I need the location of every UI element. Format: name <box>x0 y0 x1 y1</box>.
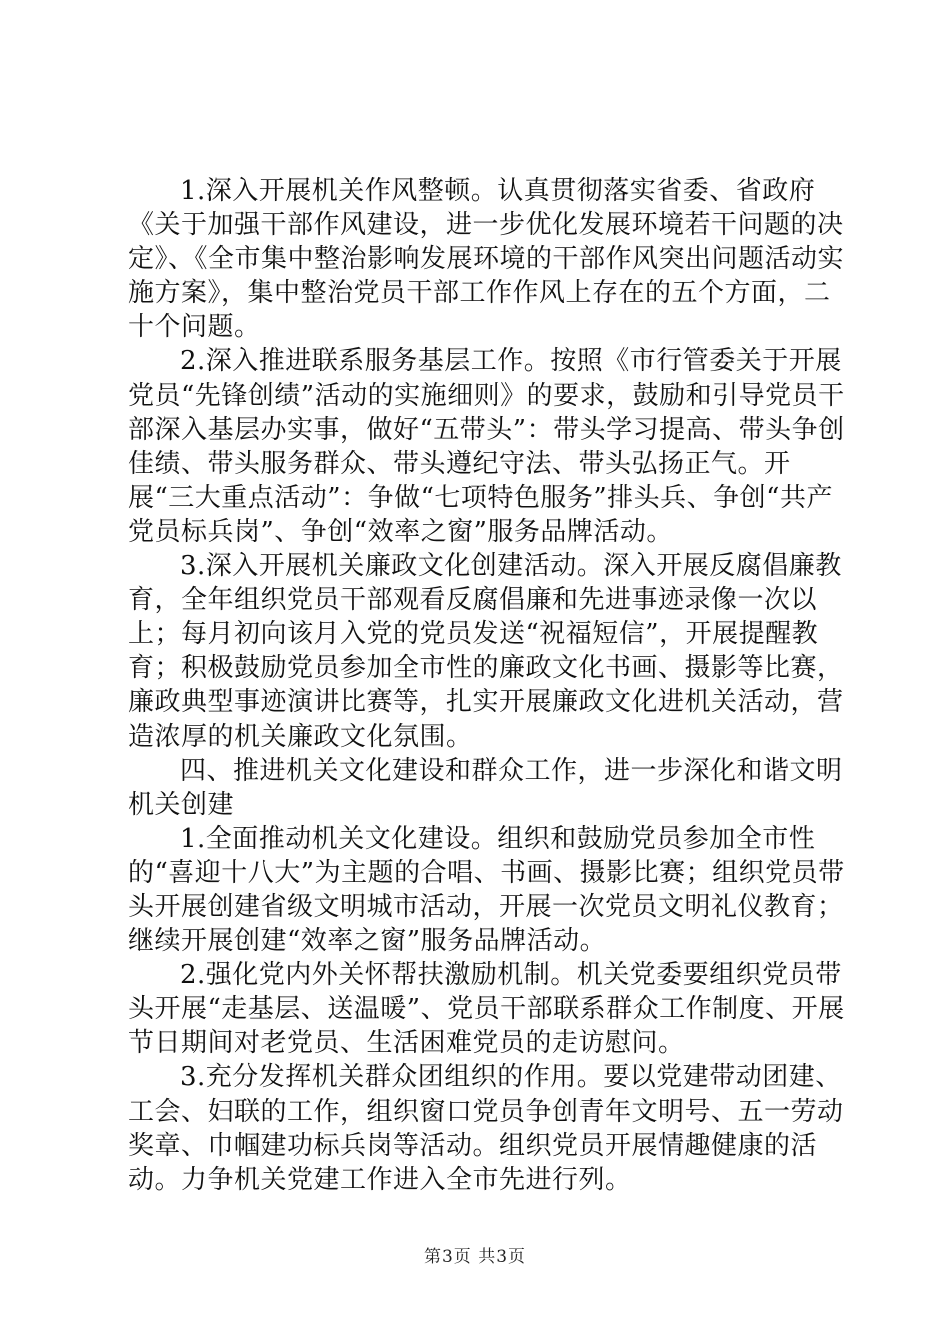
document-body <box>128 174 848 1197</box>
paragraph-grassroots-service: 2.深入推进联系服务基层工作。按照《市行管委关于开展党员“先锋创绩”活动的实施细则》的要求，鼓励和引导党员干部深入基层办实事，做好“五带头”：带头学习提高、带头争创佳绩、带头服务群众、带头遵纪守法、带头弘扬正气。开展“三大重点活动”：争做“七项特色服务”排头兵、争创“共产党员标兵岗”、争创“效率之窗”服务品牌活动。 <box>128 346 845 547</box>
paragraph-organ-culture: 1.全面推动机关文化建设。组织和鼓励党员参加全市性的“喜迎十八大”为主题的合唱、书画、摄影比赛；组织党员带头开展创建省级文明城市活动，开展一次党员文明礼仪教育；继续开展创建“效率之窗”服务品牌活动。 <box>128 823 845 957</box>
paragraph-clean-government-culture: 3.深入开展机关廉政文化创建活动。深入开展反腐倡廉教育，全年组织党员干部观看反腐倡廉和先进事迹录像一次以上；每月初向该月入党的党员发送“祝福短信”，开展提醒教育；积极鼓励党员参加全市性的廉政文化书画、摄影等比赛，廉政典型事迹演讲比赛等，扎实开展廉政文化进机关活动，营造浓厚的机关廉政文化氛围。 <box>128 551 844 752</box>
paragraph-care-assistance: 2.强化党内外关怀帮扶激励机制。机关党委要组织党员带头开展“走基层、送温暖”、党员干部联系群众工作制度、开展节日期间对老党员、生活困难党员的走访慰问。 <box>128 960 845 1059</box>
paragraph-mass-organizations: 3.充分发挥机关群众团组织的作用。要以党建带动团建、工会、妇联的工作，组织窗口党员争创青年文明号、五一劳动奖章、巾帼建功标兵岗等活动。组织党员开展情趣健康的活动。力争机关党建工作进入全市先进行列。 <box>128 1062 844 1195</box>
section-heading-four: 四、推进机关文化建设和群众工作，进一步深化和谐文明机关创建 <box>128 755 843 820</box>
page-number-footer: 第3页 共3页 <box>423 1247 527 1267</box>
paragraph-work-style-rectification: 1.深入开展机关作风整顿。认真贯彻落实省委、省政府《关于加强干部作风建设，进一步优化发展环境若干问题的决定》、《全市集中整治影响发展环境的干部作风突出问题活动实施方案》，集中整治党员干部工作作风上存在的五个方面，二十个问题。 <box>128 176 845 343</box>
